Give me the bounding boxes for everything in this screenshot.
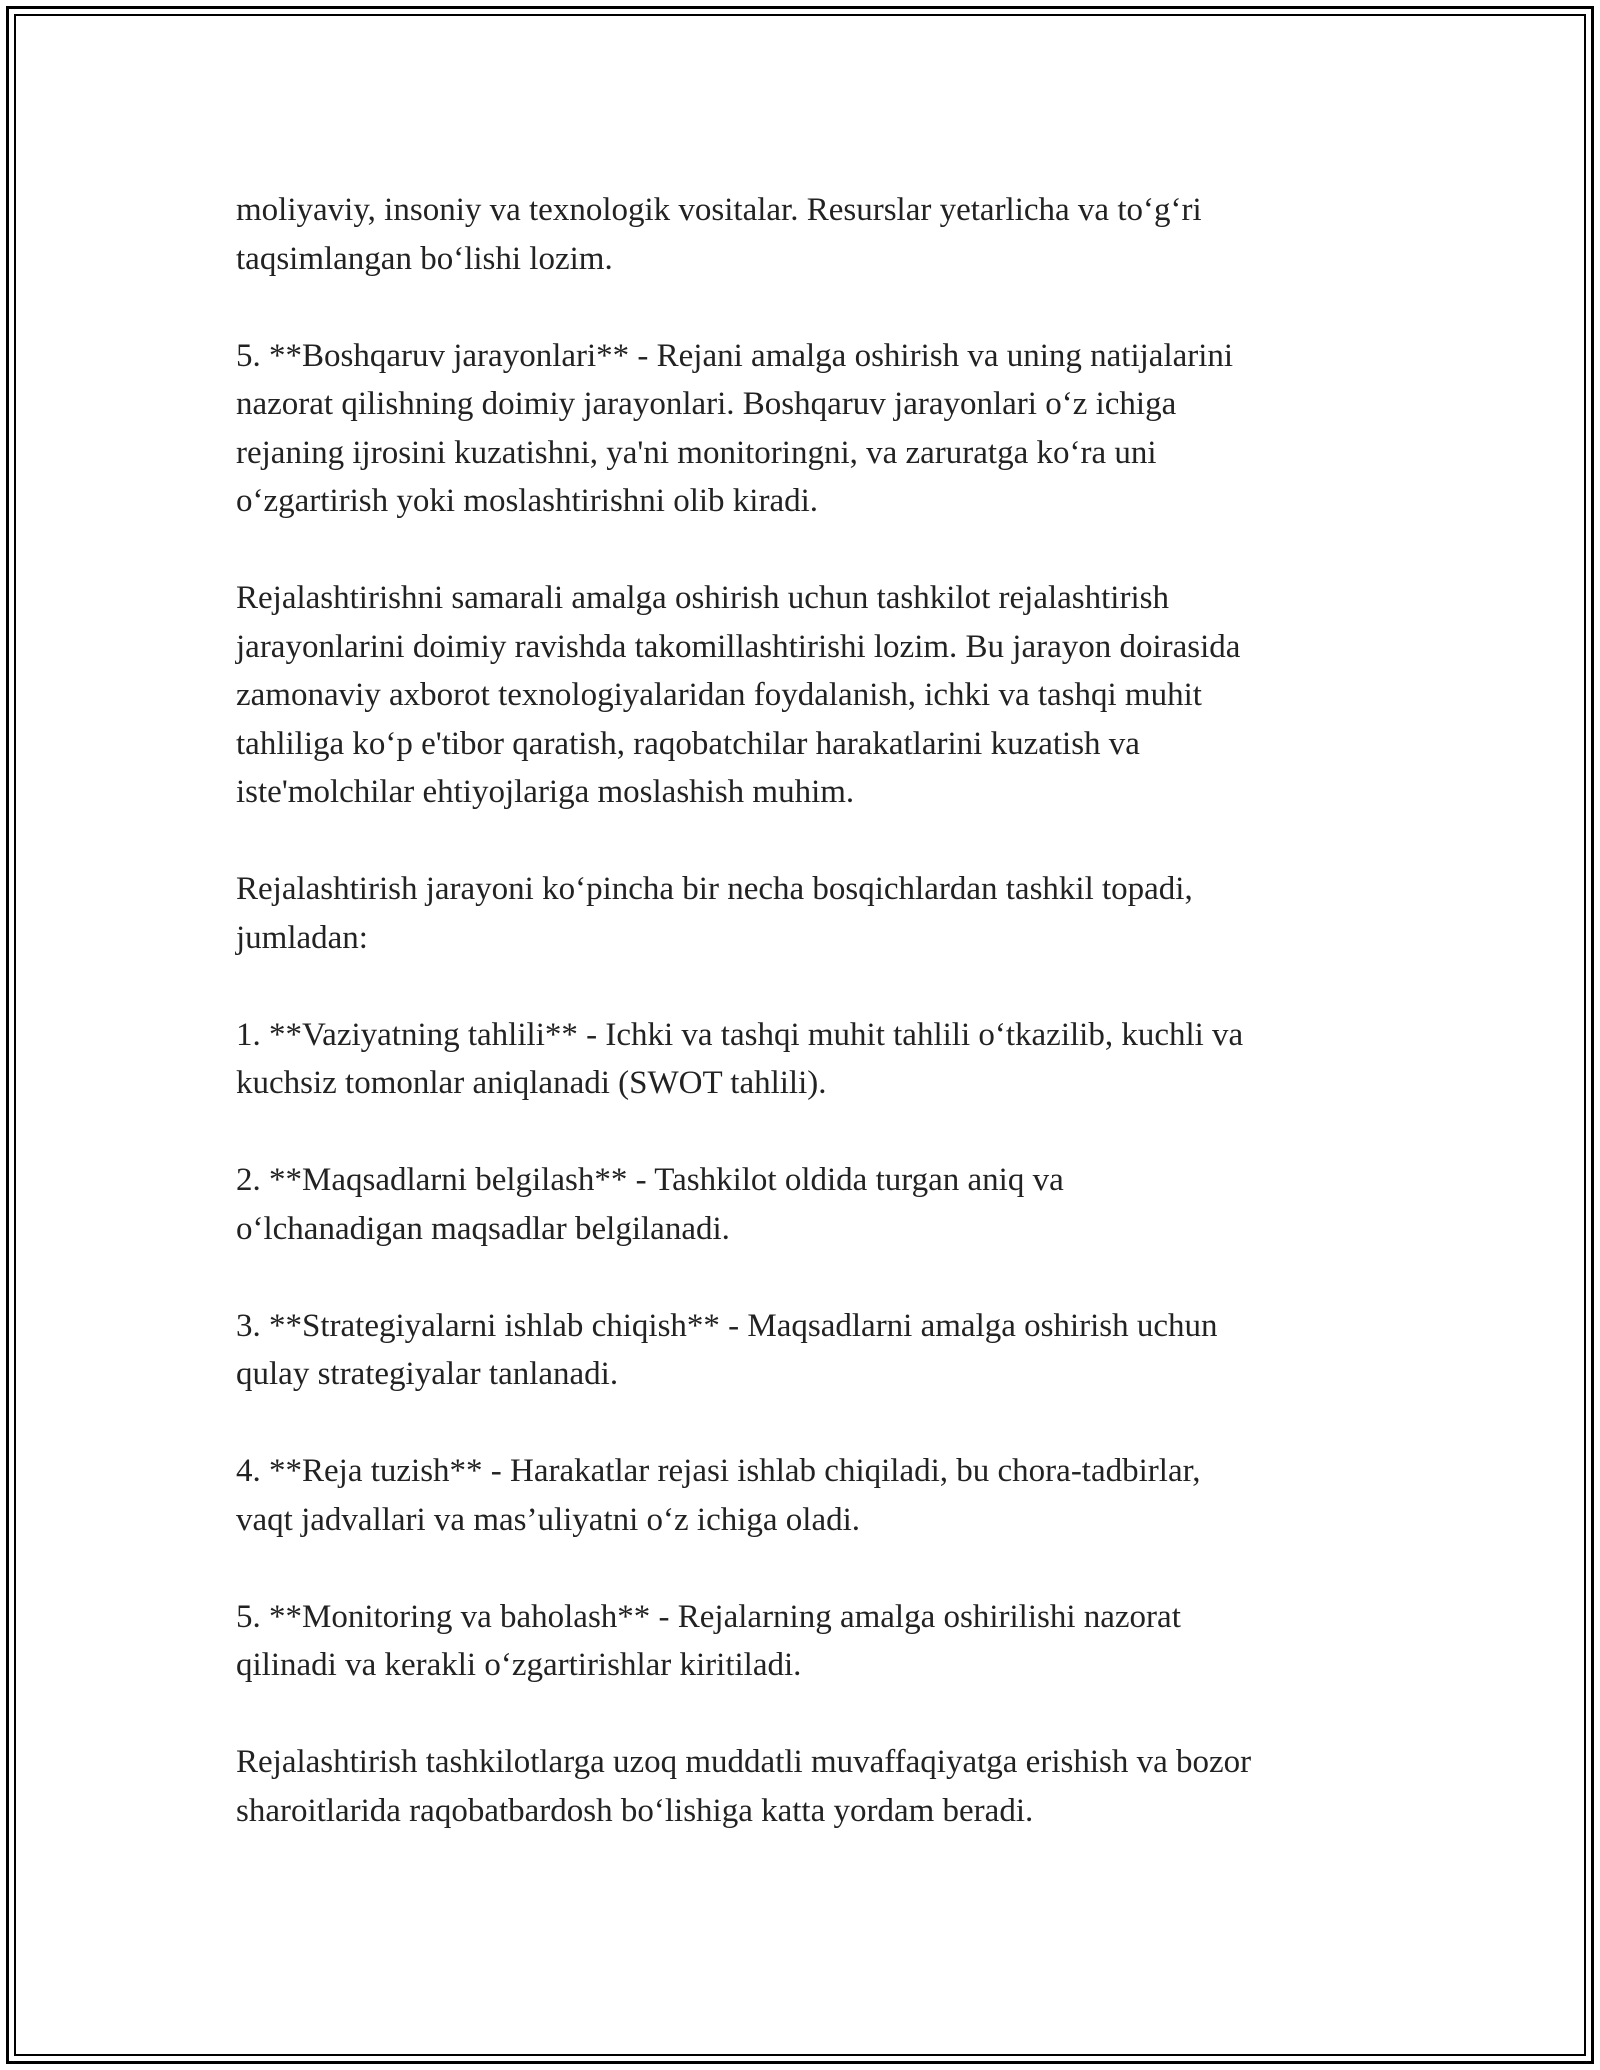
list-item-plan-creation	[236, 1447, 1386, 1544]
text-line: kuchsiz tomonlar aniqlanadi (SWOT tahlili).	[236, 1065, 827, 1101]
text-line: Rejalashtirish tashkilotlarga uzoq muddatli muvaffaqiyatga erishish va bozor	[236, 1744, 1252, 1780]
text-line: zamonaviy axborot texnologiyalaridan foydalanish, ichki va tashqi muhit	[236, 677, 1202, 713]
text-line: 5. **Boshqaruv jarayonlari** - Rejani amalga oshirish va uning natijalarini	[236, 337, 1234, 374]
document-body	[236, 186, 1386, 1835]
text-line: 5. **Monitoring va baholash** - Rejalarning amalga oshirilishi nazorat	[236, 1598, 1181, 1635]
text-line: qilinadi va kerakli o‘zgartirishlar kiritiladi.	[236, 1647, 802, 1683]
text-line: 4. **Reja tuzish** - Harakatlar rejasi ishlab chiqiladi, bu chora-tadbirlar,	[236, 1453, 1201, 1489]
list-item-monitoring-evaluation	[236, 1593, 1386, 1690]
list-item-situation-analysis	[236, 1011, 1386, 1108]
paragraph-management-processes	[236, 332, 1386, 526]
text-line: nazorat qilishning doimiy jarayonlari. Boshqaruv jarayonlari o‘z ichiga	[236, 386, 1177, 422]
paragraph-effective-planning	[236, 574, 1386, 817]
text-line: 3. **Strategiyalarni ishlab chiqish** - Maqsadlarni amalga oshirish uchun	[236, 1307, 1218, 1344]
text-line: o‘zgartirish yoki moslashtirishni olib kiradi.	[236, 483, 819, 519]
text-line: 1. **Vaziyatning tahlili** - Ichki va tashqi muhit tahlili o‘tkazilib, kuchli va	[236, 1016, 1244, 1053]
paragraph-planning-stages-intro	[236, 865, 1386, 962]
list-item-goal-setting	[236, 1156, 1386, 1253]
text-line: Rejalashtirish jarayoni ko‘pincha bir necha bosqichlardan tashkil topadi,	[236, 871, 1193, 907]
text-line: tahliliga ko‘p e'tibor qaratish, raqobatchilar harakatlarini kuzatish va	[236, 725, 1140, 762]
text-line: moliyaviy, insoniy va texnologik vositalar. Resurslar yetarlicha va to‘g‘ri	[236, 192, 1202, 228]
text-line: o‘lchanadigan maqsadlar belgilanadi.	[236, 1210, 730, 1247]
list-item-strategy-development	[236, 1302, 1386, 1399]
text-line: qulay strategiyalar tanlanadi.	[236, 1356, 619, 1392]
text-line: jumladan:	[236, 919, 368, 956]
text-line: Rejalashtirishni samarali amalga oshirish uchun tashkilot rejalashtirish	[236, 580, 1169, 616]
text-line: jarayonlarini doimiy ravishda takomillashtirishi lozim. Bu jarayon doirasida	[236, 628, 1241, 665]
text-line: 2. **Maqsadlarni belgilash** - Tashkilot oldida turgan aniq va	[236, 1162, 1064, 1198]
text-line: rejaning ijrosini kuzatishni, ya'ni monitoringni, va zaruratga ko‘ra uni	[236, 434, 1157, 471]
text-line: sharoitlarida raqobatbardosh bo‘lishiga katta yordam beradi.	[236, 1792, 1034, 1829]
paragraph-conclusion	[236, 1738, 1386, 1835]
paragraph-resources-continued	[236, 186, 1386, 283]
text-line: iste'molchilar ehtiyojlariga moslashish muhim.	[236, 774, 855, 810]
text-line: taqsimlangan bo‘lishi lozim.	[236, 240, 613, 277]
text-line: vaqt jadvallari va mas’uliyatni o‘z ichiga oladi.	[236, 1501, 861, 1538]
